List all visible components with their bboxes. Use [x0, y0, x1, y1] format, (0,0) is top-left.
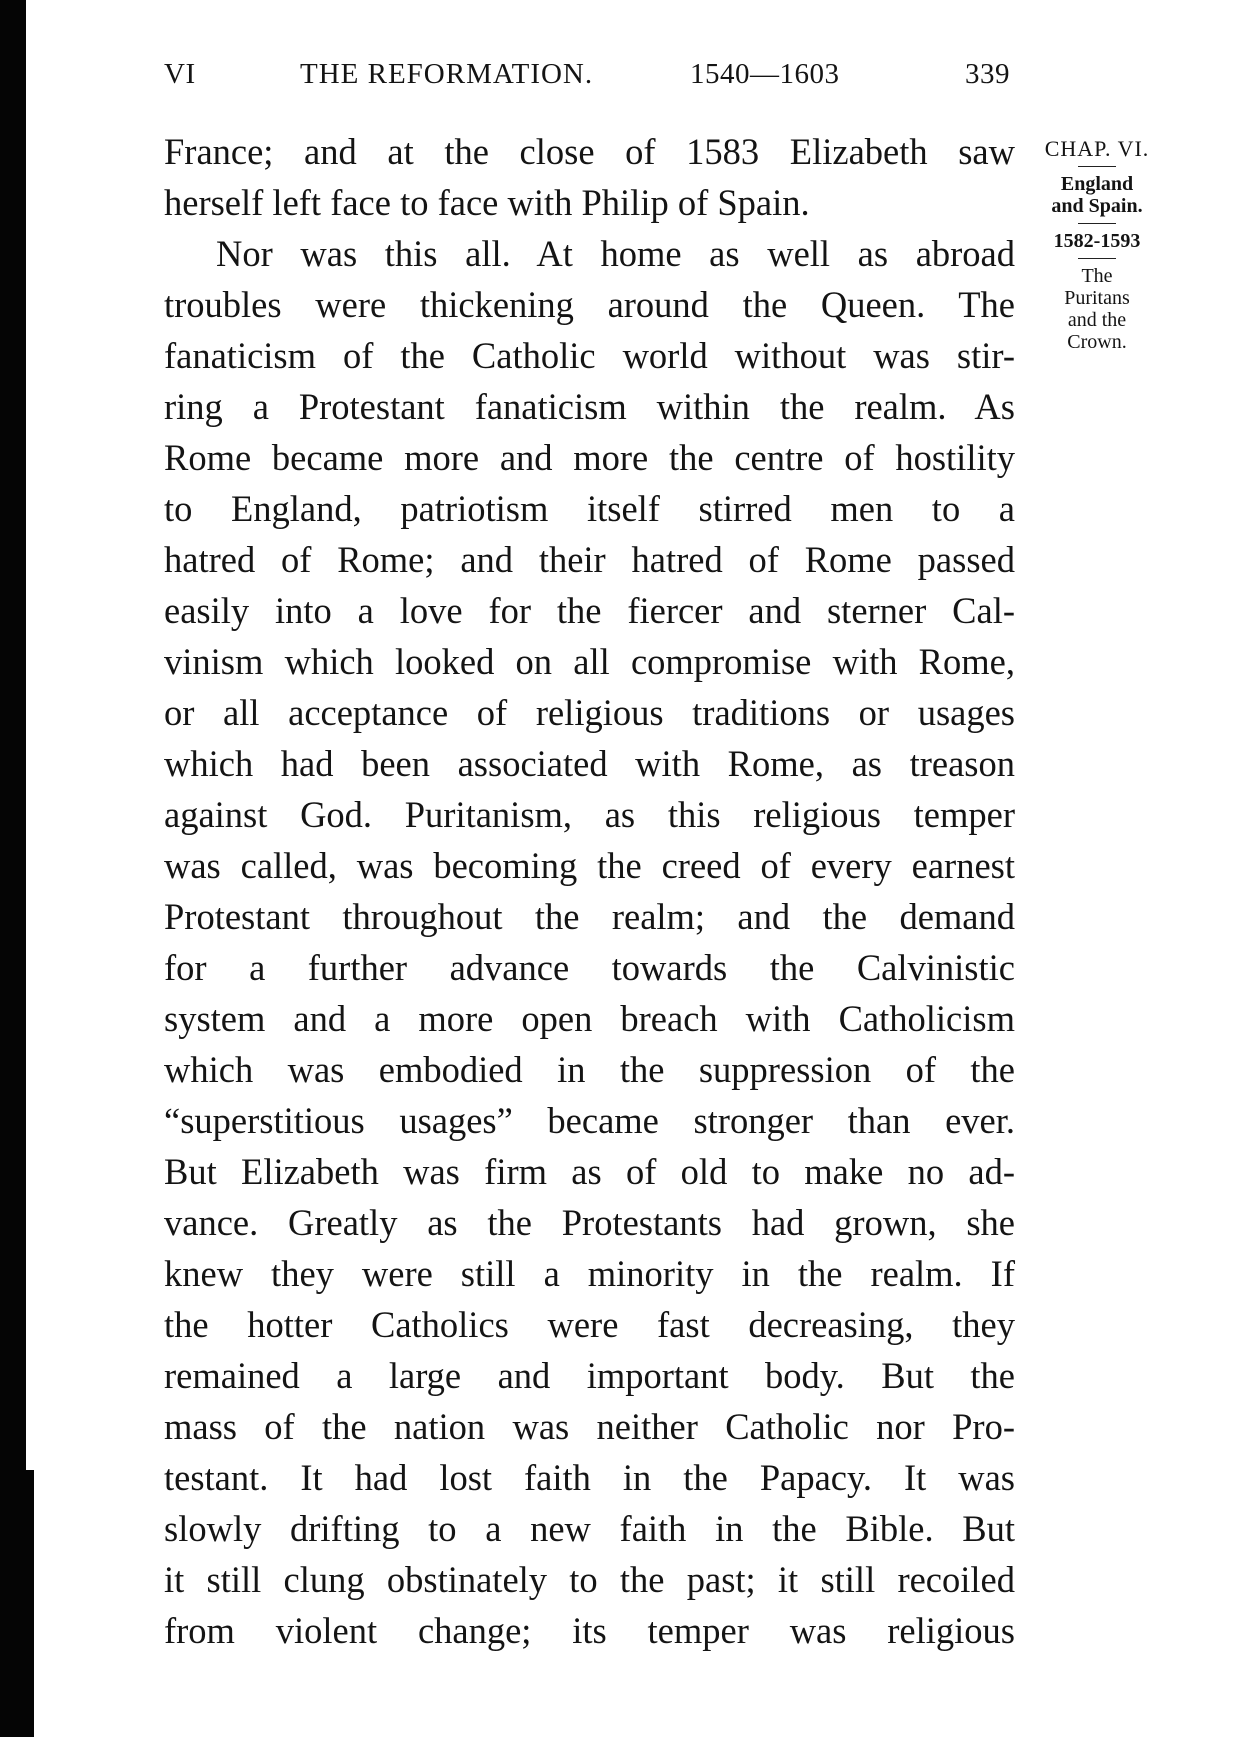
text-line: testant. It had lost faith in the Papacy. It was [164, 1457, 1015, 1498]
margin-note-topic: and Spain. [1051, 195, 1143, 217]
text-line: Rome became more and more the centre of hostility [164, 437, 1015, 478]
text-line: against God. Puritanism, as this religious temper [164, 794, 1015, 835]
text-line: hatred of Rome; and their hatred of Rome passed [164, 539, 1015, 580]
text-line: was called, was becoming the creed of every earnest [164, 845, 1015, 886]
page-number: 339 [965, 58, 1010, 90]
margin-note-subtopic: and the [1067, 309, 1127, 331]
text-line: remained a large and important body. But the [164, 1355, 1015, 1396]
margin-note-subtopic: The [1081, 265, 1113, 287]
paragraph-first-line: Nor was this all. At home as well as abroad [216, 233, 1015, 274]
header-years: 1540—1603 [690, 58, 840, 90]
text-line: for a further advance towards the Calvinistic [164, 947, 1015, 988]
text-line: troubles were thickening around the Queen. The [164, 284, 1015, 325]
text-line: ring a Protestant fanaticism within the realm. As [164, 386, 1015, 427]
text-line: slowly drifting to a new faith in the Bible. But [164, 1508, 1015, 1549]
text-line: the hotter Catholics were fast decreasing, they [164, 1304, 1015, 1345]
margin-divider [1078, 258, 1116, 259]
margin-note-subtopic: Puritans [1064, 287, 1130, 309]
page-binding-shadow-notch [24, 1470, 34, 1737]
text-line: fanaticism of the Catholic world without was stir- [164, 335, 1015, 376]
text-line: which had been associated with Rome, as treason [164, 743, 1015, 784]
text-line: system and a more open breach with Catholicism [164, 998, 1015, 1039]
running-header [0, 58, 1246, 92]
text-line: or all acceptance of religious traditions or usages [164, 692, 1015, 733]
text-line: which was embodied in the suppression of the [164, 1049, 1015, 1090]
text-line: vinism which looked on all compromise with Rome, [164, 641, 1015, 682]
header-title: THE REFORMATION. [300, 58, 594, 90]
margin-note-subtopic: Crown. [1067, 331, 1127, 353]
text-line: But Elizabeth was firm as of old to make no ad- [164, 1151, 1015, 1192]
text-line: “superstitious usages” became stronger than ever. [164, 1100, 1015, 1141]
text-line: Protestant throughout the realm; and the demand [164, 896, 1015, 937]
text-line: mass of the nation was neither Catholic nor Pro- [164, 1406, 1015, 1447]
text-line: knew they were still a minority in the realm. If [164, 1253, 1015, 1294]
margin-divider [1078, 166, 1116, 167]
margin-divider [1078, 223, 1116, 224]
text-line: from violent change; its temper was religious [164, 1610, 1015, 1651]
margin-note-dates: 1582-1593 [1053, 230, 1141, 252]
margin-note-topic: England [1060, 173, 1134, 195]
page-binding-shadow [0, 0, 26, 1737]
header-chapter-numeral: VI [164, 58, 196, 90]
text-line: vance. Greatly as the Protestants had grown, she [164, 1202, 1015, 1243]
margin-notes [1032, 138, 1162, 353]
text-line: to England, patriotism itself stirred men to a [164, 488, 1015, 529]
text-line: herself left face to face with Philip of Spain. [164, 182, 810, 223]
text-line: France; and at the close of 1583 Elizabeth saw [164, 131, 1015, 172]
main-text-column [164, 126, 1015, 1656]
text-line: easily into a love for the fiercer and sterner Cal- [164, 590, 1015, 631]
margin-chapter-label: CHAP. VI. [1044, 136, 1150, 161]
text-line: it still clung obstinately to the past; it still recoiled [164, 1559, 1015, 1600]
